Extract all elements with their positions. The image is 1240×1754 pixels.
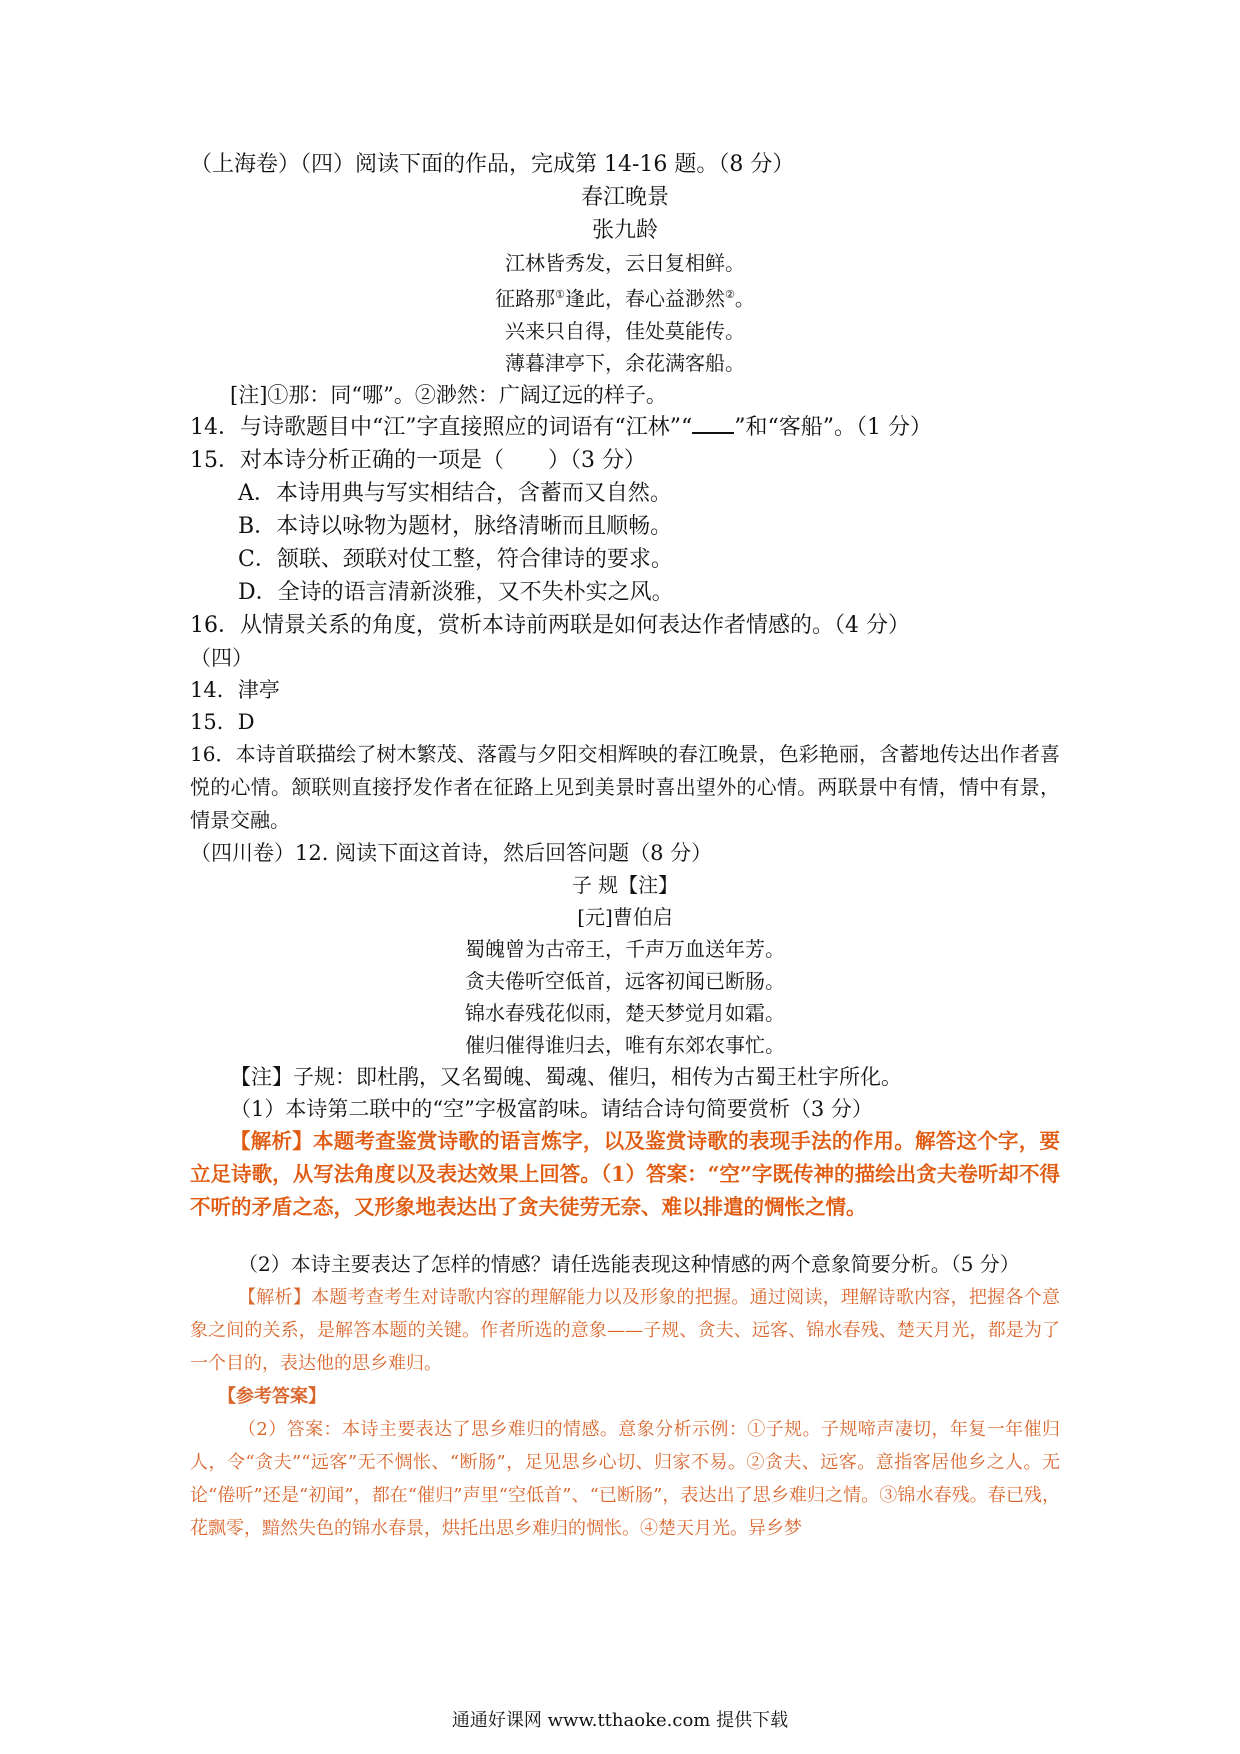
option-c: C．颔联、颈联对仗工整，符合律诗的要求。	[238, 546, 673, 572]
option-a: A．本诗用典与写实相结合，含蓄而又自然。	[238, 480, 672, 506]
analysis-2: 【解析】本题考查考生对诗歌内容的理解能力以及形象的把握。通过阅读，理解诗歌内容，把握各个意象之间的关系，是解答本题的关键。作者所选的意象——子规、贪夫、远客、锦水春残、楚天月光，都是为了一个目的，表达他的思乡难归。	[190, 1286, 1060, 1374]
question-14: 14．与诗歌题目中“江”字直接照应的词语有“江林”“ ”和“客船”。（1 分）	[190, 411, 1060, 444]
poem1-line: 江林皆秀发，云日复相鲜。	[505, 251, 745, 275]
poem2-note: 【注】子规：即杜鹃，又名蜀魄、蜀魂、催归，相传为古蜀王杜宇所化。	[230, 1064, 902, 1089]
poem2-line: 贪夫倦听空低首，远客初闻已断肠。	[465, 968, 785, 993]
question-12-2: （2）本诗主要表达了怎样的情感？请任选能表现这种情感的两个意象简要分析。（5 分）	[238, 1251, 1020, 1276]
poem1-note: [注]①那：同“哪”。②渺然：广阔辽远的样子。	[230, 382, 667, 407]
question-15: 15．对本诗分析正确的一项是（ ）（3 分）	[190, 447, 646, 473]
document-page	[190, 148, 1060, 1545]
poem1-line: 征路那①逢此，春心益渺然②。	[495, 286, 755, 311]
answer-blank	[692, 412, 734, 434]
reference-answer-label: 【参考答案】	[218, 1385, 326, 1407]
spacer	[190, 1224, 1060, 1248]
poem2-title: 子 规【注】	[571, 872, 679, 897]
section-header-shanghai: （上海卷）（四）阅读下面的作品，完成第 14-16 题。（8 分）	[190, 152, 795, 177]
poem2-line: 蜀魄曾为古帝王，千声万血送年芳。	[465, 936, 785, 961]
option-b: B．本诗以咏物为题材，脉络清晰而且顺畅。	[238, 513, 673, 539]
answer-15: 15．D	[190, 709, 255, 734]
page-footer: 通通好课网 www.tthaoke.com 提供下载	[451, 1710, 789, 1731]
poem1-line: 薄暮津亭下，余花满客船。	[505, 350, 745, 375]
question-12-1: （1）本诗第二联中的“空”字极富韵味。请结合诗句简要赏析（3 分）	[230, 1096, 873, 1121]
poem2-author: [元]曹伯启	[577, 904, 673, 929]
answer-14: 14．津亭	[190, 677, 280, 702]
poem1-title: 春江晚景	[580, 185, 669, 210]
poem1-author: 张九龄	[591, 218, 658, 243]
reference-answer: （2）答案：本诗主要表达了思乡难归的情感。意象分析示例：①子规。子规啼声凄切，年复一年催归人，令“贪夫”“远客”无不惆怅、“断肠”，足见思乡心切、归家不易。②贪夫、远客。意指客居他乡之人。无论“倦听”还是“初闻”，都在“催归”声里“空低首”、“已断肠”，表达出了思乡难归之情。③锦水春残。春已残，花飘零，黯然失色的锦水春景，烘托出思乡难归的惆怅。④楚天月光。异乡梦	[190, 1418, 1060, 1539]
answer-16: 16．本诗首联描绘了树木繁茂、落霞与夕阳交相辉映的春江晚景，色彩艳丽，含蓄地传达出作者喜悦的心情。颔联则直接抒发作者在征路上见到美景时喜出望外的心情。两联景中有情，情中有景，情景交融。	[190, 741, 1060, 832]
option-d: D．全诗的语言清新淡雅，又不失朴实之风。	[238, 579, 674, 605]
poem2-line: 催归催得谁归去，唯有东郊农事忙。	[465, 1032, 785, 1057]
section-header-sichuan: （四川卷）12. 阅读下面这首诗，然后回答问题（8 分）	[190, 840, 713, 865]
answers-label: （四）	[190, 645, 253, 670]
question-16: 16．从情景关系的角度，赏析本诗前两联是如何表达作者情感的。（4 分）	[190, 612, 910, 638]
poem2-line: 锦水春残花似雨，楚天梦觉月如霜。	[465, 1000, 785, 1025]
poem1-line: 兴来只自得，佳处莫能传。	[505, 318, 745, 343]
analysis-1: 【解析】本题考查鉴赏诗歌的语言炼字，以及鉴赏诗歌的表现手法的作用。解答这个字，要立足诗歌，从写法角度以及表达效果上回答。（1）答案：“空”字既传神的描绘出贪夫卷听却不得不听的矛盾之态，又形象地表达出了贪夫徒劳无奈、难以排遣的惆怅之情。	[190, 1128, 1060, 1219]
